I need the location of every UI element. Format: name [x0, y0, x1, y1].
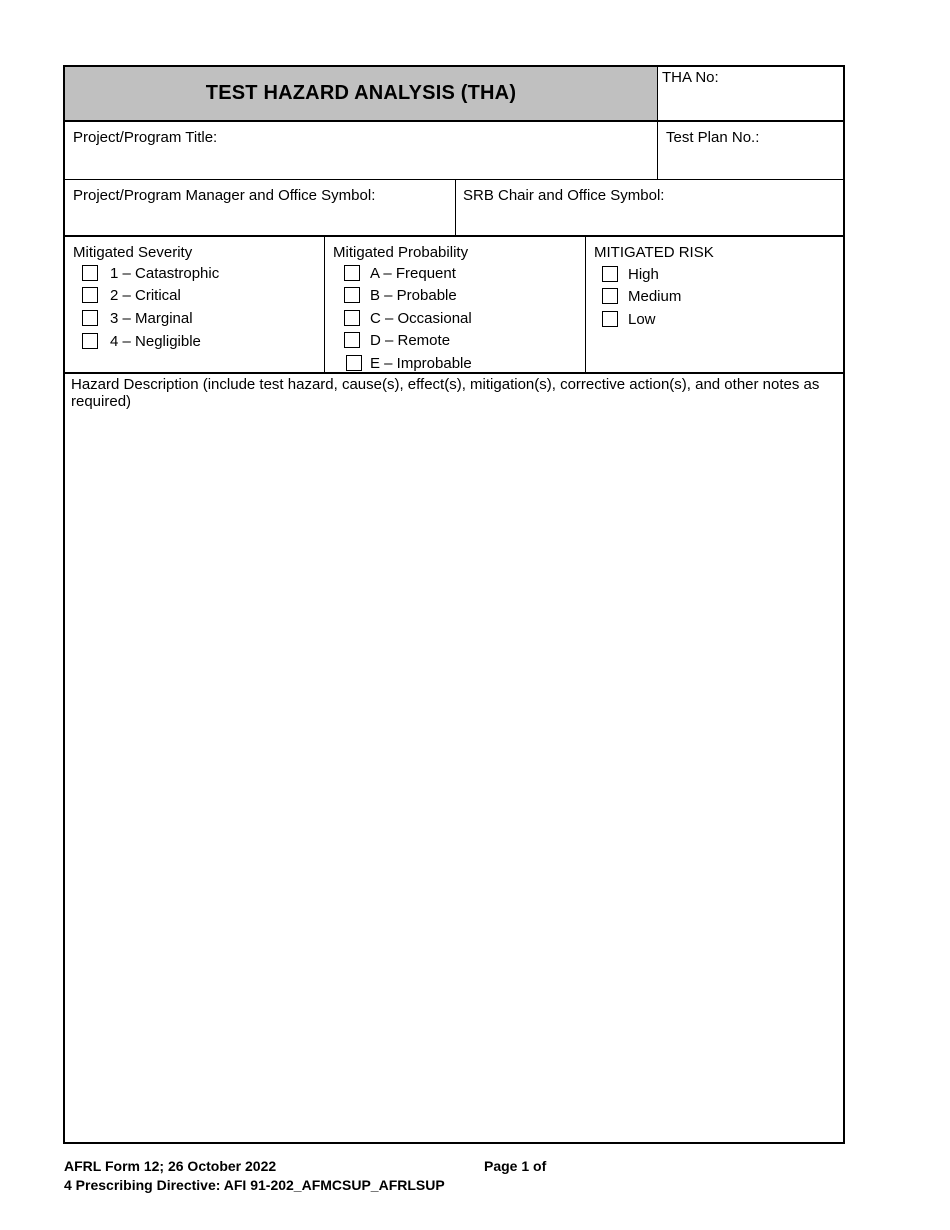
project-row [65, 122, 843, 180]
risk-option-label: High [628, 265, 659, 283]
severity-option-label: 2 – Critical [110, 286, 181, 304]
risk-option-low[interactable] [602, 309, 656, 329]
probability-option-frequent[interactable] [344, 263, 456, 283]
severity-checkbox-negligible[interactable] [82, 333, 98, 349]
project-title-label: Project/Program Title: [73, 129, 218, 146]
mitigated-risk-cell [586, 237, 843, 372]
probability-checkbox-frequent[interactable] [344, 265, 360, 281]
risk-row [65, 237, 843, 374]
risk-checkbox-high[interactable] [602, 266, 618, 282]
risk-checkbox-low[interactable] [602, 311, 618, 327]
hazard-description-field[interactable] [65, 374, 843, 1142]
probability-option-label: A – Frequent [370, 264, 456, 282]
footer-form-id: AFRL Form 12; 26 October 2022 [64, 1158, 277, 1174]
hazard-row [65, 374, 843, 1142]
test-plan-field[interactable] [658, 122, 843, 179]
program-manager-field[interactable] [65, 180, 456, 235]
program-manager-label: Project/Program Manager and Office Symbol: [73, 187, 376, 204]
test-plan-label: Test Plan No.: [666, 129, 760, 146]
probability-option-occasional[interactable] [344, 308, 472, 328]
probability-option-label: E – Improbable [370, 354, 472, 372]
probability-option-label: C – Occasional [370, 309, 472, 327]
risk-option-high[interactable] [602, 264, 659, 284]
probability-checkbox-improbable[interactable] [346, 355, 362, 371]
severity-checkbox-critical[interactable] [82, 287, 98, 303]
probability-option-label: D – Remote [370, 331, 451, 349]
probability-option-remote[interactable] [344, 330, 450, 350]
probability-option-improbable[interactable] [346, 353, 472, 373]
probability-checkbox-occasional[interactable] [344, 310, 360, 326]
severity-checkbox-catastrophic[interactable] [82, 265, 98, 281]
risk-checkbox-medium[interactable] [602, 288, 618, 304]
form-title: TEST HAZARD ANALYSIS (THA) [205, 82, 517, 104]
mitigated-severity-cell [65, 237, 325, 372]
risk-option-label: Medium [628, 287, 682, 305]
severity-checkbox-marginal[interactable] [82, 310, 98, 326]
mitigated-probability-cell [325, 237, 586, 372]
severity-option-critical[interactable] [82, 285, 181, 305]
severity-option-marginal[interactable] [82, 308, 193, 328]
probability-option-label: B – Probable [370, 286, 457, 304]
srb-chair-field[interactable] [456, 180, 843, 235]
srb-chair-label: SRB Chair and Office Symbol: [463, 187, 665, 204]
tha-form [63, 65, 845, 1144]
severity-option-catastrophic[interactable] [82, 263, 219, 283]
project-title-field[interactable] [65, 122, 658, 179]
severity-option-label: 1 – Catastrophic [110, 264, 220, 282]
risk-option-label: Low [628, 310, 656, 328]
mitigated-risk-label: MITIGATED RISK [594, 244, 714, 261]
mitigated-severity-label: Mitigated Severity [73, 244, 193, 261]
tha-no-label: THA No: [662, 69, 719, 86]
probability-checkbox-probable[interactable] [344, 287, 360, 303]
risk-option-medium[interactable] [602, 286, 681, 306]
footer-page-number: Page 1 of [484, 1158, 547, 1174]
footer-directive: 4 Prescribing Directive: AFI 91-202_AFMCSUP_AFRLSUP [64, 1177, 445, 1193]
probability-checkbox-remote[interactable] [344, 332, 360, 348]
severity-option-label: 4 – Negligible [110, 332, 201, 350]
tha-no-field[interactable] [658, 67, 843, 120]
title-row [65, 67, 843, 122]
hazard-description-label: Hazard Description (include test hazard, cause(s), effect(s), mitigation(s), corrective action(s), and other notes as required) [71, 376, 820, 410]
manager-row [65, 180, 843, 237]
mitigated-probability-label: Mitigated Probability [333, 244, 469, 261]
probability-option-probable[interactable] [344, 285, 457, 305]
severity-option-label: 3 – Marginal [110, 309, 193, 327]
title-cell [65, 67, 658, 120]
severity-option-negligible[interactable] [82, 331, 201, 351]
